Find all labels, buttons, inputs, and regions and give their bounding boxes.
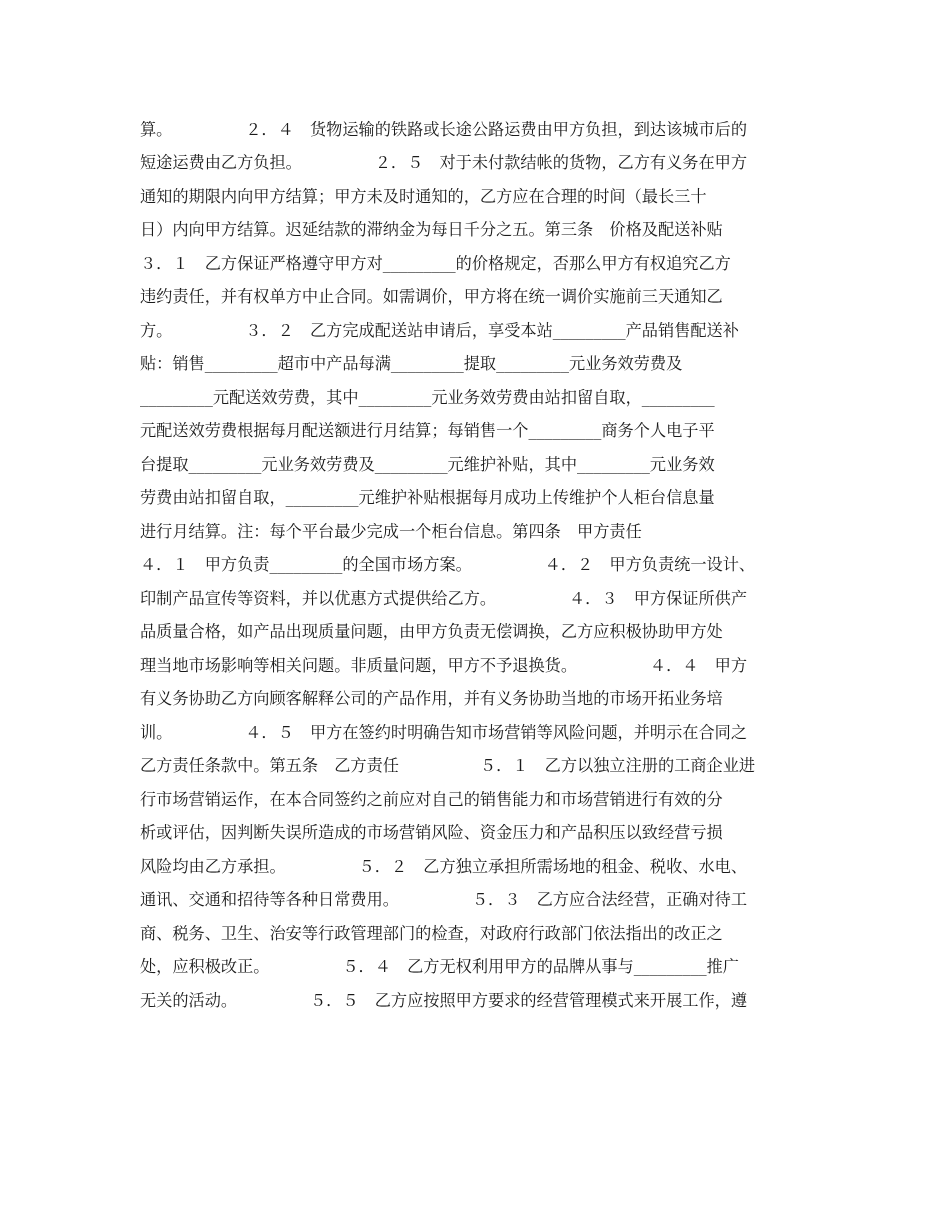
text-line: 风险均由乙方承担。 ５．２ 乙方独立承担所需场地的租金、税收、水电、 <box>140 857 748 876</box>
text-line: 行市场营销运作，在本合同签约之前应对自己的销售能力和市场营销进行有效的分 <box>140 790 723 809</box>
text-line: 商、税务、卫生、治安等行政管理部门的检查，对政府行政部门依法指出的改正之 <box>140 924 723 943</box>
text-line: 通知的期限内向甲方结算；甲方未及时通知的，乙方应在合理的时间（最长三十 <box>140 187 707 206</box>
text-line: 方。 ３．２ 乙方完成配送站申请后，享受本站_________产品销售配送补 <box>140 321 739 340</box>
text-line: 印制产品宣传等资料，并以优惠方式提供给乙方。 ４．３ 甲方保证所供产 <box>140 589 748 608</box>
text-line: _________元配送效劳费，其中_________元业务效劳费由站扣留自取，_________ <box>140 388 715 407</box>
text-line: 短途运费由乙方负担。 ２．５ 对于未付款结帐的货物，乙方有义务在甲方 <box>140 153 748 172</box>
text-line: 贴：销售_________超市中产品每满_________提取_________元业务效劳费及 <box>140 354 683 373</box>
text-line: 理当地市场影响等相关问题。非质量问题，甲方不予退换货。 ４．４ 甲方 <box>140 656 748 675</box>
text-line: 乙方责任条款中。第五条 乙方责任 ５．１ 乙方以独立注册的工商企业进 <box>140 756 756 775</box>
text-line: 处，应积极改正。 ５．４ 乙方无权利用甲方的品牌从事与_________推广 <box>140 957 739 976</box>
text-line: 元配送效劳费根据每月配送额进行月结算；每销售一个_________商务个人电子平 <box>140 421 715 440</box>
text-line: ３．１ 乙方保证严格遵守甲方对_________的价格规定，否那么甲方有权追究乙方 <box>140 254 731 273</box>
text-line: 析或评估，因判断失误所造成的市场营销风险、资金压力和产品积压以致经营亏损 <box>140 823 723 842</box>
text-line: 品质量合格，如产品出现质量问题，由甲方负责无偿调换，乙方应积极协助甲方处 <box>140 622 723 641</box>
text-line: 无关的活动。 ５．５ 乙方应按照甲方要求的经营管理模式来开展工作，遵 <box>140 991 748 1010</box>
text-line: 日）内向甲方结算。迟延结款的滞纳金为每日千分之五。第三条 价格及配送补贴 <box>140 220 723 239</box>
text-line: 违约责任，并有权单方中止合同。如需调价，甲方将在统一调价实施前三天通知乙 <box>140 287 723 306</box>
text-line: 通讯、交通和招待等各种日常费用。 ５．３ 乙方应合法经营，正确对待工 <box>140 890 748 909</box>
text-line: 台提取_________元业务效劳费及_________元维护补贴，其中_________元业务效 <box>140 455 715 474</box>
text-line: 算。 ２．４ 货物运输的铁路或长途公路运费由甲方负担，到达该城市后的 <box>140 120 748 139</box>
text-line: 训。 ４．５ 甲方在签约时明确告知市场营销等风险问题，并明示在合同之 <box>140 723 748 742</box>
text-line: 有义务协助乙方向顾客解释公司的产品作用，并有义务协助当地的市场开拓业务培 <box>140 689 723 708</box>
text-line: ４．１ 甲方负责_________的全国市场方案。 ４．２ 甲方负责统一设计、 <box>140 555 756 574</box>
text-line: 劳费由站扣留自取，_________元维护补贴根据每月成功上传维护个人柜台信息量 <box>140 488 715 507</box>
text-line: 进行月结算。注：每个平台最少完成一个柜台信息。第四条 甲方责任 <box>140 522 642 541</box>
